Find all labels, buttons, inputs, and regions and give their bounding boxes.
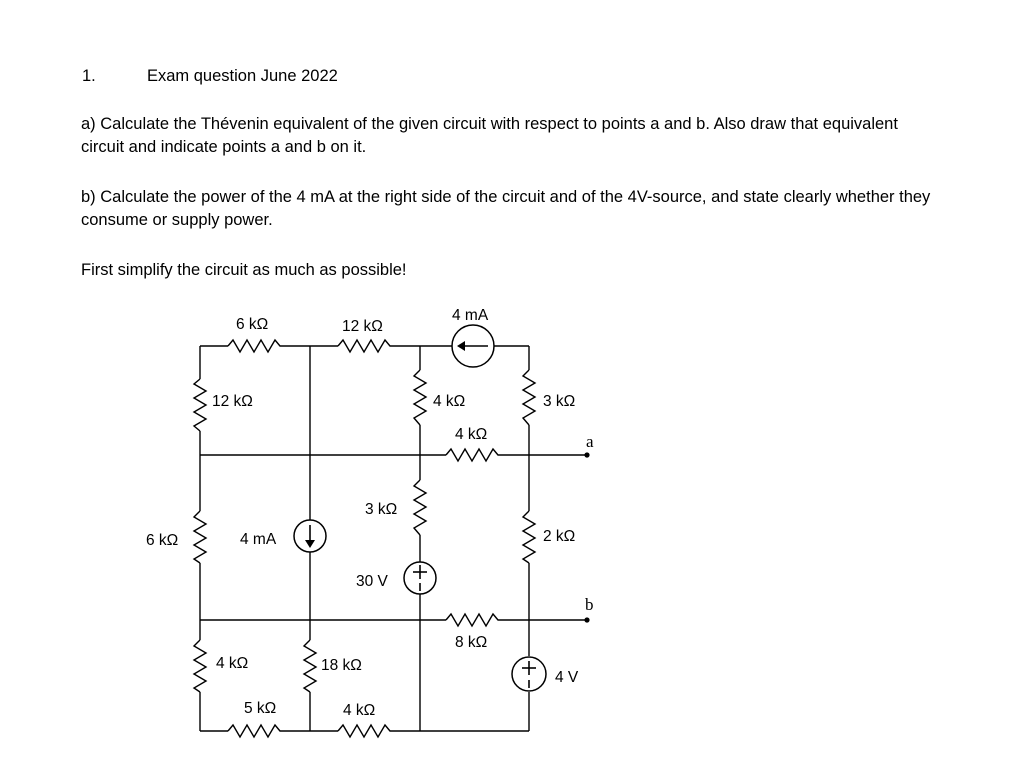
resistor-3k-right-upper	[523, 370, 535, 425]
label-resistor-6k-left: 6 kΩ	[146, 532, 179, 549]
label-resistor-12k-top: 12 kΩ	[342, 318, 383, 335]
label-resistor-18k: 18 kΩ	[321, 657, 362, 674]
resistor-6k-top	[228, 340, 285, 352]
label-resistor-4k-horizontal: 4 kΩ	[455, 426, 488, 443]
label-current-4ma-top: 4 mA	[452, 307, 489, 324]
label-resistor-4k-left-bottom: 4 kΩ	[216, 655, 249, 672]
resistor-2k-right-lower	[523, 511, 535, 563]
part-a-text: a) Calculate the Thévenin equivalent of the given circuit with respect to points a and b. Also draw that equivalent circuit and indicate points a and b on it.	[81, 115, 898, 156]
resistor-8k-horizontal	[446, 614, 503, 626]
resistor-4k-left-bottom	[194, 640, 206, 692]
resistor-5k-bottom	[228, 725, 285, 737]
label-voltage-4v: 4 V	[555, 669, 579, 686]
current-source-4ma-mid	[294, 520, 326, 552]
hint-text: First simplify the circuit as much as possible!	[81, 261, 407, 279]
label-resistor-8k: 8 kΩ	[455, 634, 488, 651]
voltage-source-4v	[512, 657, 546, 691]
label-resistor-12k-left: 12 kΩ	[212, 393, 253, 410]
label-resistor-4k-bottom: 4 kΩ	[343, 702, 376, 719]
terminal-b-label: b	[585, 595, 594, 614]
label-resistor-4k-vertical: 4 kΩ	[433, 393, 466, 410]
resistor-4k-vertical-upper	[414, 370, 426, 425]
resistor-4k-horizontal	[446, 449, 503, 461]
label-resistor-5k: 5 kΩ	[244, 700, 277, 717]
terminal-a-label: a	[586, 432, 594, 451]
label-resistor-2k-right: 2 kΩ	[543, 528, 576, 545]
resistor-3k-vertical-mid	[414, 480, 426, 535]
label-current-4ma-mid: 4 mA	[240, 531, 277, 548]
resistor-12k-left	[194, 379, 206, 431]
terminal-a-dot	[584, 452, 589, 457]
label-resistor-3k-right: 3 kΩ	[543, 393, 576, 410]
resistor-12k-top	[338, 340, 395, 352]
resistor-18k-vertical	[304, 640, 316, 692]
label-voltage-30v: 30 V	[356, 573, 388, 590]
voltage-source-30v	[404, 562, 436, 594]
label-resistor-3k-mid: 3 kΩ	[365, 501, 398, 518]
question-number: 1.	[82, 67, 96, 85]
label-resistor-6k-top: 6 kΩ	[236, 316, 269, 333]
question-title: Exam question June 2022	[147, 67, 338, 85]
resistor-4k-bottom	[338, 725, 395, 737]
resistor-6k-left-outer	[194, 511, 206, 563]
part-b-text: b) Calculate the power of the 4 mA at the right side of the circuit and of the 4V-source, and state clearly whether they consume or supply power.	[81, 188, 931, 229]
terminal-b-dot	[584, 617, 589, 622]
current-source-4ma-top	[452, 325, 494, 367]
